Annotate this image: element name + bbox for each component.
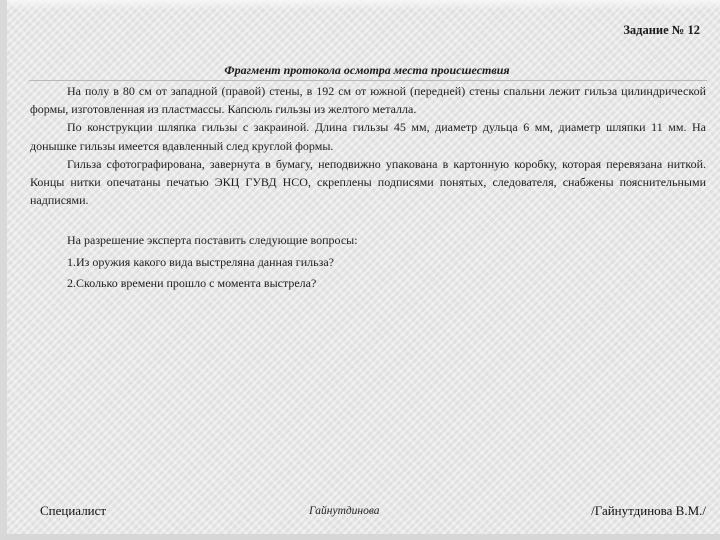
slide-top-edge xyxy=(7,0,720,10)
task-number: Задание № 12 xyxy=(623,23,700,37)
question-item: 2.Сколько времени прошло с момента выстрела? xyxy=(67,276,317,290)
signature-role: Специалист xyxy=(40,503,107,518)
protocol-body xyxy=(30,82,706,209)
document-title: Фрагмент протокола осмотра места происшествия xyxy=(224,63,510,77)
question-item: 1.Из оружия какого вида выстреляна данная гильза? xyxy=(67,254,335,269)
paragraph-packaging: Гильза сфотографирована, завернута в бумагу, неподвижно упакована в картонную коробку, которая перевязана ниткой. Концы нитки опечатаны печатью ЭКЦ ГУВД НСО, скреплены подписями понятых, следователя, снабжены пояснительными надписями. xyxy=(30,156,706,208)
handwritten-signature: Гайнутдинова xyxy=(309,505,380,517)
signatory-name: /Гайнутдинова В.М./ xyxy=(591,503,706,518)
paragraph-location: На полу в 80 см от западной (правой) стены, в 192 см от южной (передней) стены спальни лежит гильза цилиндрической формы, изготовленная из пластмассы. Капсюль гильзы из желтого металла. xyxy=(30,84,706,117)
title-divider xyxy=(29,80,707,81)
paragraph-construction: По конструкции шляпка гильзы с закраиной. Длина гильзы 45 мм, диаметр дульца 6 мм, диаметр шляпки 11 мм. На донышке гильзы имеется вдавленный след круглой формы. xyxy=(30,120,706,153)
questions-intro: На разрешение эксперта поставить следующие вопросы: xyxy=(67,233,358,247)
expert-questions xyxy=(67,230,687,295)
